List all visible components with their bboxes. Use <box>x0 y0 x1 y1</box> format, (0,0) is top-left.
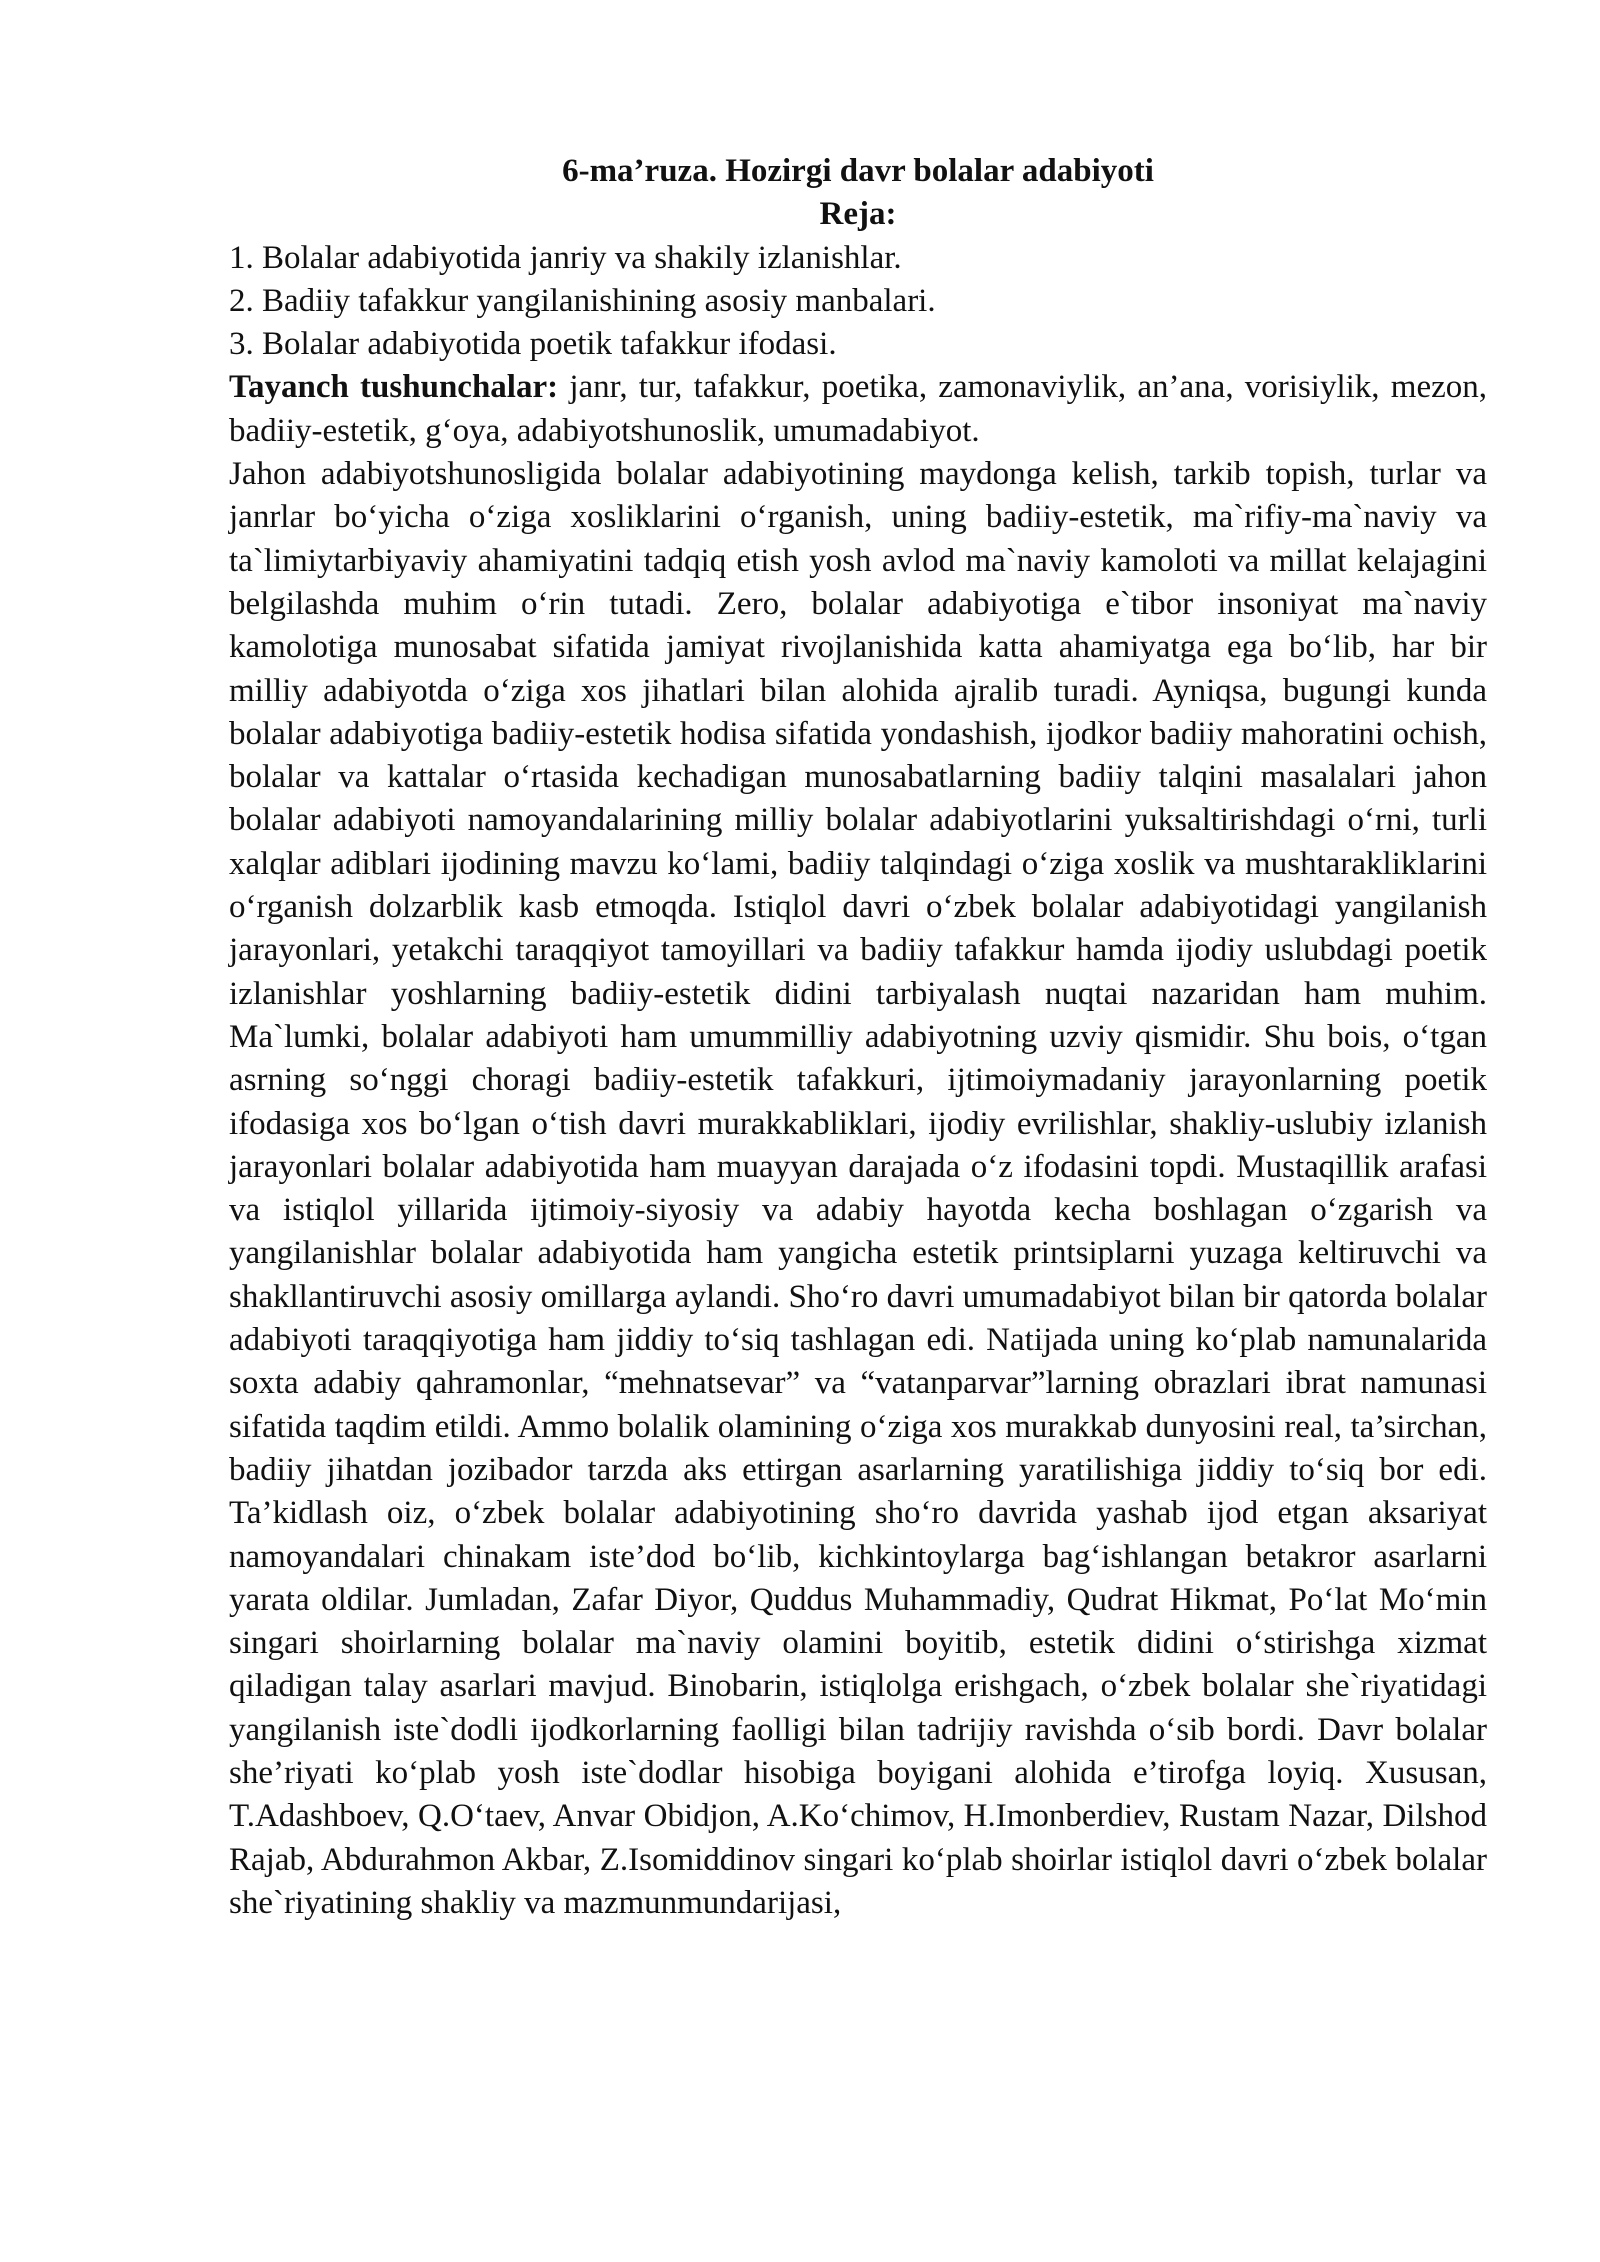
plan-item-1: 1. Bolalar adabiyotida janriy va shakily izlanishlar. <box>229 239 902 276</box>
lecture-title: 6-ma’ruza. Hozirgi davr bolalar adabiyoti <box>562 153 1154 189</box>
plan-item-3: 3. Bolalar adabiyotida poetik tafakkur ifodasi. <box>229 326 837 363</box>
plan-heading: Reja: <box>819 196 897 233</box>
keywords-paragraph <box>229 366 1487 453</box>
keywords-text: janr, tur, tafakkur, poetika, zamonaviylik, an’ana, vorisiylik, mezon, badiiy-estetik, g‘oya, adabiyotshunoslik, umumadabiyot. <box>229 369 1487 449</box>
document-page <box>229 150 1487 1925</box>
keywords-label: Tayanch tushunchalar: <box>229 369 559 406</box>
body-paragraph: Jahon adabiyotshunosligida bolalar adabiyotining maydonga kelish, tarkib topish, turlar va janrlar bo‘yicha o‘ziga xosliklarini o‘rganish, uning badiiy-estetik, ma`rifiy-ma`naviy va ta`limiytarbiyaviy ahamiyatini tadqiq etish yosh avlod ma`naviy kamoloti va millat kelajagini belgilashda muhim o‘rin tutadi. Zero, bolalar adabiyotiga e`tibor insoniyat ma`naviy kamolotiga munosabat sifatida jamiyat rivojlanishida katta ahamiyatga ega bo‘lib, har bir milliy adabiyotda o‘ziga xos jihatlari bilan alohida ajralib turadi. Ayniqsa, bugungi kunda bolalar adabiyotiga badiiy-estetik hodisa sifatida yondashish, ijodkor badiiy mahoratini ochish, bolalar va kattalar o‘rtasida kechadigan munosabatlarning badiiy talqini masalalari jahon bolalar adabiyoti namoyandalarining milliy bolalar adabiyotlarini yuksaltirishdagi o‘rni, turli xalqlar adiblari ijodining mavzu ko‘lami, badiiy talqindagi o‘ziga xoslik va mushtarakliklarini o‘rganish dolzarblik kasb etmoqda. Istiqlol davri o‘zbek bolalar adabiyotidagi yangilanish jarayonlari, yetakchi taraqqiyot tamoyillari va badiiy tafakkur hamda ijodiy uslubdagi poetik izlanishlar yoshlarning badiiy-estetik didini tarbiyalash nuqtai nazaridan ham muhim. Ma`lumki, bolalar adabiyoti ham umummilliy adabiyotning uzviy qismidir. Shu bois, o‘tgan asrning so‘nggi choragi badiiy-estetik tafakkuri, ijtimoiymadaniy jarayonlarning poetik ifodasiga xos bo‘lgan o‘tish davri murakkabliklari, ijodiy evrilishlar, shakliy-uslubiy izlanish jarayonlari bolalar adabiyotida ham muayyan darajada o‘z ifodasini topdi. Mustaqillik arafasi va istiqlol yillarida ijtimoiy-siyosiy va adabiy hayotda kecha boshlagan o‘zgarish va yangilanishlar bolalar adabiyotida ham yangicha estetik printsiplarni yuzaga keltiruvchi va shakllantiruvchi asosiy omillarga aylandi. Sho‘ro davri umumadabiyot bilan bir qatorda bolalar adabiyoti taraqqiyotiga ham jiddiy to‘siq tashlagan edi. Natijada uning ko‘plab namunalarida soxta adabiy qahramonlar, “mehnatsevar” va “vatanparvar”larning obrazlari ibrat namunasi sifatida taqdim etildi. Ammo bolalik olamining o‘ziga xos murakkab dunyosini real, ta’sirchan, badiiy jihatdan jozibador tarzda aks ettirgan asarlarning yaratilishiga jiddiy to‘siq bor edi. Ta’kidlash oiz, o‘zbek bolalar adabiyotining sho‘ro davrida yashab ijod etgan aksariyat namoyandalari chinakam iste’dod bo‘lib, kichkintoylarga bag‘ishlangan betakror asarlarni yarata oldilar. Jumladan, Zafar Diyor, Quddus Muhammadiy, Qudrat Hikmat, Po‘lat Mo‘min singari shoirlarning bolalar ma`naviy olamini boyitib, estetik didini o‘stirishga xizmat qiladigan talay asarlari mavjud. Binobarin, istiqlolga erishgach, o‘zbek bolalar she`riyatidagi yangilanish iste`dodli ijodkorlarning faolligi bilan tadrijiy ravishda o‘sib bordi. Davr bolalar she’riyati ko‘plab yosh iste`dodlar hisobiga boyigani alohida e’tirofga loyiq. Xususan, T.Adashboev, Q.O‘taev, Anvar Obidjon, A.Ko‘chimov, H.Imonberdiev, Rustam Nazar, Dilshod Rajab, Abdurahmon Akbar, Z.Isomiddinov singari ko‘plab shoirlar istiqlol davri o‘zbek bolalar she`riyatining shakliy va mazmunmundarijasi, <box>229 456 1487 1921</box>
plan-item-2: 2. Badiiy tafakkur yangilanishining asosiy manbalari. <box>229 282 936 319</box>
